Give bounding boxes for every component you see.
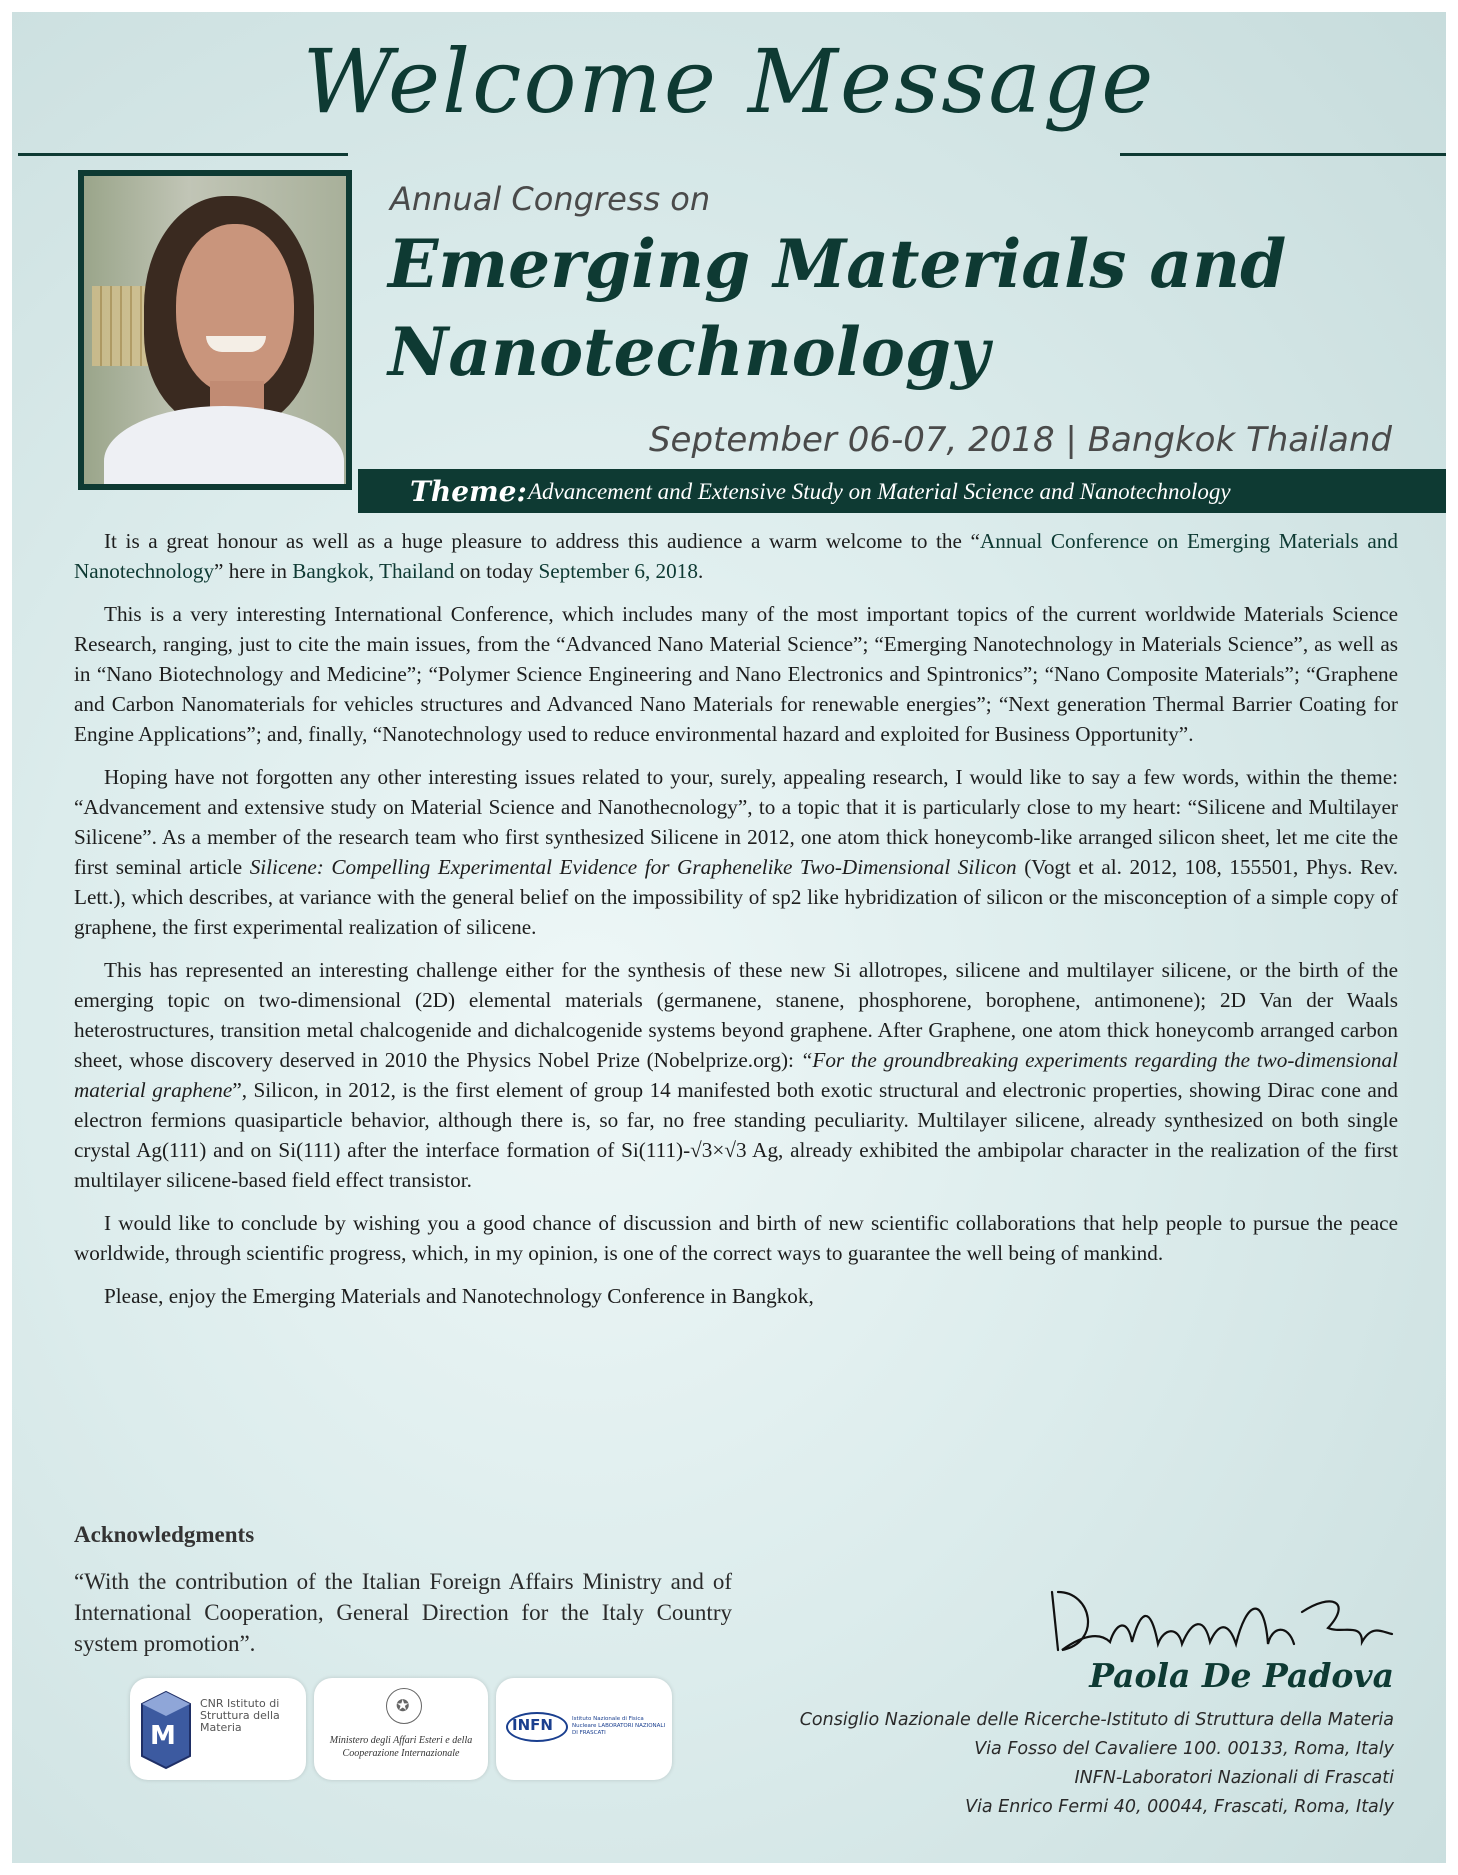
page	[12, 12, 1446, 1863]
headline-line-2: Nanotechnology	[388, 313, 990, 391]
signatory-affiliation: Consiglio Nazionale delle Ricerche-Istituto di Struttura della Materia Via Fosso del Cavaliere 100. 00133, Roma, Italy INFN-Laboratori Nazionali di Frascati Via Enrico Fermi 40, 00044, Frascati, Roma, Italy	[799, 1710, 1394, 1817]
handwritten-signature	[1032, 1572, 1402, 1662]
ism-cube-icon	[136, 1684, 196, 1774]
acknowledgments-text: “With the contribution of the Italian Foreign Affairs Ministry and of International Cooperation, General Direction for the Italy Country system promotion”.	[74, 1569, 732, 1656]
page-title: Welcome Message	[302, 30, 1156, 133]
theme-label: Theme:	[410, 475, 527, 508]
paragraph-3: Hoping have not forgotten any other interesting issues related to your, surely, appealing research, I would like to say a few words, within the theme: “Advancement and extensive study on Material Science and Nanothecnology”, to a topic that it is particularly close to my heart: “Silicene and Multilayer Silicene”. As a member of the research team who first synthesized Silicene in 2012, one atom thick honeycomb-like arranged silicon sheet, let me cite the first seminal article Silicene: Compelling Experimental Evidence for Graphenelike Two-Dimensional Silicon (Vogt et al. 2012, 108, 155501, Phys. Rev. Lett.), which describes, at variance with the general belief on the impossibility of sp2 like hybridization of silicon or the misconception of a simple copy of graphene, the first experimental realization of silicene.	[74, 765, 1398, 939]
congress-headline	[388, 220, 1288, 396]
ministry-logo	[314, 1678, 488, 1780]
theme-bar	[358, 469, 1446, 513]
title-rule-left	[18, 153, 348, 156]
ism-logo	[130, 1678, 306, 1780]
svg-text:M: M	[150, 1721, 176, 1751]
headline-line-1: Emerging Materials and	[388, 225, 1287, 303]
paragraph-5: I would like to conclude by wishing you a good chance of discussion and birth of new scientific collaborations that help people to pursue the peace worldwide, through scientific progress, which, in my opinion, is one of the correct ways to guarantee the well being of mankind.	[74, 1211, 1398, 1265]
paragraph-2: This is a very interesting International Conference, which includes many of the most important topics of the current worldwide Materials Science Research, ranging, just to cite the main issues, from the “Advanced Nano Material Science”; “Emerging Nanotechnology in Materials Science”, as well as in “Nano Biotechnology and Medicine”; “Polymer Science Engineering and Nano Electronics and Spintronics”; “Nano Composite Materials”; “Graphene and Carbon Nanomaterials for vehicles structures and Advanced Nano Materials for renewable energies”; “Next generation Thermal Barrier Coating for Engine Applications”; and, finally, “Nanotechnology used to reduce environmental hazard and exploited for Business Opportunity”.	[74, 602, 1398, 746]
infn-label: INFN	[512, 1716, 553, 1734]
infn-logo	[496, 1678, 672, 1780]
paragraph-6: Please, enjoy the Emerging Materials and Nanotechnology Conference in Bangkok,	[104, 1284, 814, 1308]
republic-emblem-icon: ✪	[386, 1688, 422, 1724]
acknowledgments-heading: Acknowledgments	[74, 1522, 255, 1547]
signatory-name: Paola De Padova	[1089, 1656, 1394, 1695]
congress-subtitle: Annual Congress on	[390, 180, 711, 218]
theme-text: Advancement and Extensive Study on Material Science and Nanotechnology	[528, 479, 1231, 504]
message-body	[74, 526, 1398, 1324]
date-location: September 06-07, 2018 | Bangkok Thailand	[648, 420, 1392, 460]
speaker-photo	[78, 170, 352, 490]
nobel-quote: “For the groundbreaking experiments regarding the two-dimensional material graphene	[74, 1048, 1398, 1102]
article-title: Silicene: Compelling Experimental Evidence for Graphenelike Two-Dimensional Silicon	[249, 855, 1017, 879]
title-rule-right	[1120, 153, 1446, 156]
infn-full-name: Istituto Nazionale di Fisica Nucleare LABORATORI NAZIONALI DI FRASCATI	[572, 1716, 666, 1736]
ism-logo-text: CNR Istituto di Struttura della Materia	[200, 1697, 280, 1734]
paragraph-4: This has represented an interesting challenge either for the synthesis of these new Si allotropes, silicene and multilayer silicene, or the birth of the emerging topic on two-dimensional (2D) elemental materials (germanene, stanene, phosphorene, borophene, antimonene); 2D Van der Waals heterostructures, transition metal chalcogenide and dichalcogenide systems beyond graphene. After Graphene, one atom thick honeycomb arranged carbon sheet, whose discovery deserved in 2010 the Physics Nobel Prize (Nobelprize.org): “For the groundbreaking experiments regarding the two-dimensional material graphene”, Silicon, in 2012, is the first element of group 14 manifested both exotic structural and electronic properties, showing Dirac cone and electron fermions quasiparticle behavior, although there is, so far, no free standing peculiarity. Multilayer silicene, already synthesized on both single crystal Ag(111) and on Si(111) after the interface formation of Si(111)-√3×√3 Ag, already exhibited the ambipolar character in the realization of the first multilayer silicene-based field effect transistor.	[74, 958, 1398, 1192]
ministry-logo-text: Ministero degli Affari Esteri e della Cooperazione Internazionale	[329, 1735, 473, 1759]
paragraph-1: It is a great honour as well as a huge pleasure to address this audience a warm welcome to the “Annual Conference on Emerging Materials and Nanotechnology” here in Bangkok, Thailand on today September 6, 2018.	[74, 529, 1398, 583]
